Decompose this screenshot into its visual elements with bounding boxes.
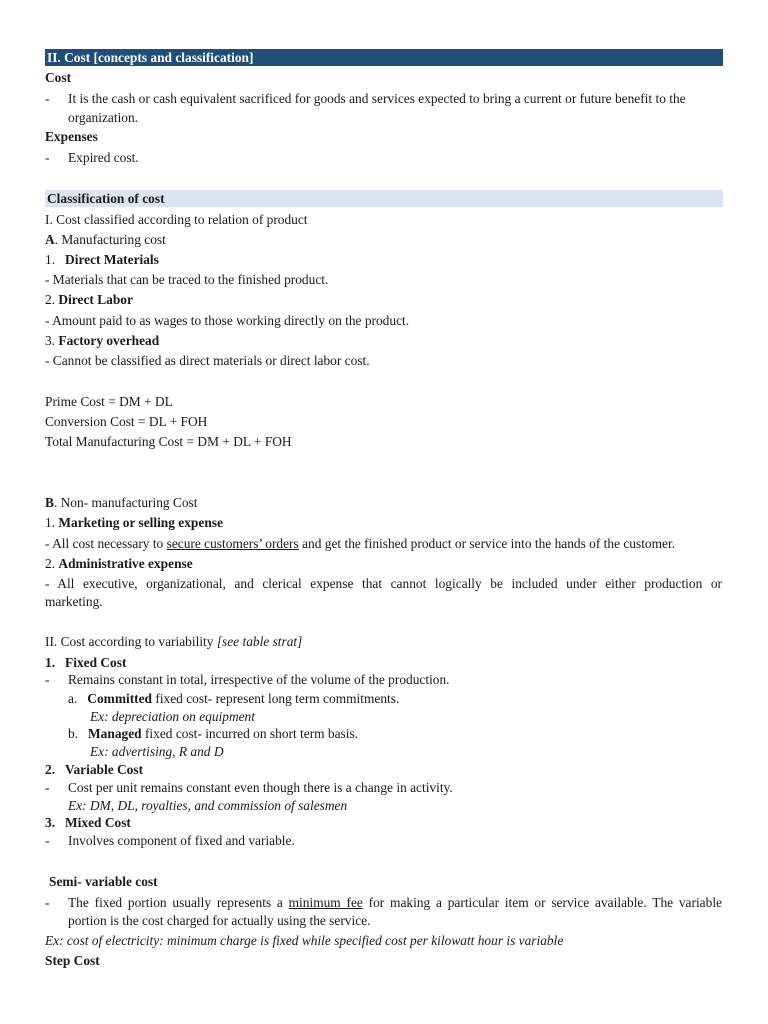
marketing-expense-desc [45, 535, 675, 552]
mixed-cost-desc: Involves component of fixed and variable. [68, 833, 295, 848]
manufacturing-cost-label [45, 231, 166, 248]
marketing-expense-item [45, 514, 223, 531]
section-header-title: II. Cost [concepts and classification] [47, 50, 254, 65]
item-number: 3. [45, 333, 56, 348]
classification-section-1: I. Cost classified according to relation of product [45, 212, 308, 227]
item-number: 2. [45, 556, 56, 571]
item-number: 1. [45, 655, 56, 670]
managed-text: fixed cost- incurred on short term basis. [141, 726, 359, 741]
bullet-dash: - [45, 780, 50, 795]
variability-heading-note: [see table strat] [216, 634, 303, 649]
administrative-expense-desc-line2: marketing. [45, 594, 103, 609]
committed-example: Ex: depreciation on equipment [90, 709, 255, 724]
cost-definition-line1: It is the cash or cash equivalent sacrificed for goods and services expected to bring a current or future benefit to the [68, 91, 686, 106]
item-number: 2. [45, 292, 56, 307]
bullet-dash: - [45, 91, 50, 106]
step-cost-heading: Step Cost [45, 953, 100, 968]
prime-cost-formula: Prime Cost = DM + DL [45, 394, 173, 409]
non-manufacturing-cost-label [45, 494, 198, 511]
committed-fixed-cost [68, 690, 399, 707]
letter-b: B [45, 495, 54, 510]
managed-fixed-cost [68, 725, 358, 742]
direct-labor-title: Direct Labor [58, 292, 133, 307]
factory-overhead-title: Factory overhead [58, 333, 160, 348]
semi-variable-heading: Semi- variable cost [49, 874, 158, 889]
fixed-cost-desc: Remains constant in total, irrespective of the volume of the production. [68, 672, 450, 687]
letter-a: A [45, 232, 55, 247]
item-number: 1. [45, 252, 56, 267]
administrative-expense-title: Administrative expense [58, 556, 193, 571]
bullet-dash: - [45, 150, 50, 165]
classification-heading: Classification of cost [47, 191, 165, 206]
marketing-expense-title: Marketing or selling expense [58, 515, 223, 530]
marketing-desc-underlined: secure customers’ orders [166, 536, 299, 551]
managed-label: Managed [88, 726, 142, 741]
variable-cost-item [45, 761, 143, 778]
factory-overhead-desc: - Cannot be classified as direct materials or direct labor cost. [45, 353, 370, 368]
bullet-dash: - [45, 672, 50, 687]
administrative-expense-item [45, 555, 193, 572]
direct-materials-desc: - Materials that can be traced to the finished product. [45, 272, 329, 287]
item-number: 3. [45, 815, 56, 830]
sub-item-label: a. [68, 691, 78, 706]
factory-overhead-item [45, 332, 159, 349]
sub-item-label: b. [68, 726, 79, 741]
marketing-desc-post: and get the finished product or service into the hands of the customer. [298, 536, 676, 551]
non-manufacturing-cost-text: . Non- manufacturing Cost [53, 495, 198, 510]
variability-heading-text: II. Cost according to variability [45, 634, 217, 649]
item-number: 2. [45, 762, 56, 777]
marketing-desc-pre: - All cost necessary to [45, 536, 167, 551]
variability-heading [45, 633, 302, 650]
semi-desc-post: for making a particular item or service available. The variable [362, 895, 722, 910]
classification-header-bar [45, 190, 723, 207]
manufacturing-cost-text: . Manufacturing cost [54, 232, 166, 247]
mixed-cost-item [45, 814, 131, 831]
committed-label: Committed [87, 691, 153, 706]
total-manufacturing-cost-formula: Total Manufacturing Cost = DM + DL + FOH [45, 434, 292, 449]
cost-heading: Cost [45, 70, 72, 85]
variable-cost-title: Variable Cost [65, 762, 144, 777]
variable-cost-desc: Cost per unit remains constant even though there is a change in activity. [68, 780, 453, 795]
administrative-expense-desc-line1: - All executive, organizational, and clerical expense that cannot logically be included under either production or [45, 576, 722, 591]
semi-variable-desc-line1 [68, 894, 722, 911]
semi-desc-pre: The fixed portion usually represents a [68, 895, 289, 910]
committed-text: fixed cost- represent long term commitments. [152, 691, 400, 706]
cost-definition-line2: organization. [68, 110, 139, 125]
item-number: 1. [45, 515, 56, 530]
expenses-definition: Expired cost. [68, 150, 139, 165]
conversion-cost-formula: Conversion Cost = DL + FOH [45, 414, 208, 429]
direct-materials-item [45, 251, 159, 268]
managed-example: Ex: advertising, R and D [90, 744, 224, 759]
fixed-cost-title: Fixed Cost [65, 655, 127, 670]
bullet-dash: - [45, 895, 50, 910]
semi-variable-desc-line2: portion is the cost charged for actually using the service. [68, 913, 371, 928]
section-header-bar [45, 49, 723, 66]
expenses-heading: Expenses [45, 129, 98, 144]
direct-labor-desc: - Amount paid to as wages to those working directly on the product. [45, 313, 410, 328]
bullet-dash: - [45, 833, 50, 848]
semi-desc-underlined: minimum fee [288, 895, 363, 910]
fixed-cost-item [45, 654, 126, 671]
direct-labor-item [45, 291, 133, 308]
variable-cost-example: Ex: DM, DL, royalties, and commission of salesmen [68, 798, 348, 813]
direct-materials-title: Direct Materials [65, 252, 159, 267]
semi-variable-example: Ex: cost of electricity: minimum charge is fixed while specified cost per kilowatt hour is variable [45, 933, 564, 948]
mixed-cost-title: Mixed Cost [65, 815, 131, 830]
